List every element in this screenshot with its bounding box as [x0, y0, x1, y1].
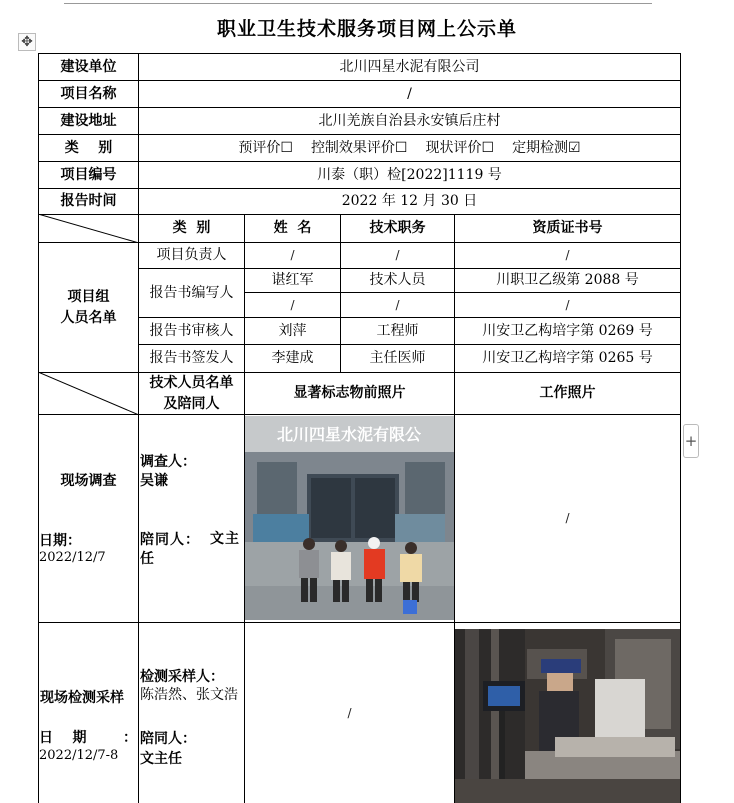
staff-header: 技术人员名单 及陪同人 — [138, 372, 245, 415]
team-row-cert: 川安卫乙构培字第 0269 号 — [454, 317, 681, 345]
photo-corner-cell — [38, 372, 139, 415]
report-date-value: 2022 年 12 月 30 日 — [138, 188, 681, 215]
team-row-name: 李建成 — [244, 344, 341, 373]
survey-date-label: 日期： — [39, 533, 81, 549]
sampler-names: 陈浩然、张文浩 — [140, 687, 238, 703]
team-header-cert: 资质证书号 — [454, 214, 681, 243]
report-date-label: 报告时间 — [38, 188, 139, 215]
address-value: 北川羌族自治县永安镇后庄村 — [138, 107, 681, 135]
top-rule — [64, 3, 652, 4]
type-option-control-eval[interactable]: 控制效果评价☐ — [310, 139, 408, 156]
team-corner-cell — [38, 214, 139, 243]
type-options — [138, 134, 681, 162]
team-row-title: / — [340, 242, 455, 269]
team-row-cert: 川安卫乙构培字第 0265 号 — [454, 344, 681, 373]
team-row-role: 项目负责人 — [138, 242, 245, 269]
investigator-label: 调查人： — [140, 454, 196, 470]
type-option-pre-eval[interactable]: 预评价☐ — [238, 139, 293, 156]
type-option-status-eval[interactable]: 现状评价☐ — [425, 139, 495, 156]
page-title: 职业卫生技术服务项目网上公示单 — [216, 18, 517, 40]
type-option-periodic-test[interactable]: 定期检测☑ — [512, 139, 581, 156]
survey-label: 现场调查 — [60, 473, 117, 489]
work-photo-header: 工作照片 — [454, 372, 681, 415]
team-row-role: 报告书签发人 — [138, 344, 245, 373]
team-group-label: 项目组 人员名单 — [38, 242, 139, 373]
team-row-title: 技术人员 — [340, 268, 455, 293]
type-label: 类 别 — [38, 134, 139, 162]
team-row-name: 谌红军 — [244, 268, 341, 293]
work-photo — [455, 629, 680, 803]
team-row-role: 报告书审核人 — [138, 317, 245, 345]
sampling-label-block — [38, 622, 139, 803]
table-move-handle-icon[interactable]: ✥ — [18, 33, 36, 51]
team-header-name: 姓 名 — [244, 214, 341, 243]
team-header-role: 类 别 — [138, 214, 245, 243]
team-row-name: / — [244, 292, 341, 318]
project-name-label: 项目名称 — [38, 80, 139, 108]
project-no-value: 川泰（职）检[2022]1119 号 — [138, 161, 681, 189]
sampler-label: 检测采样人： — [140, 669, 224, 685]
sampling-label: 现场检测采样 — [40, 690, 124, 706]
survey-staff-block — [138, 414, 245, 623]
survey-companion-label: 陪同人： — [140, 532, 200, 548]
survey-work-photo-cell: / — [454, 414, 681, 623]
team-row-cert: / — [454, 242, 681, 269]
landmark-photo — [245, 416, 454, 620]
team-row-title: / — [340, 292, 455, 318]
team-row-title: 工程师 — [340, 317, 455, 345]
landmark-photo-header: 显著标志物前照片 — [244, 372, 455, 415]
sampling-staff-block — [138, 622, 245, 803]
team-row-cert: 川职卫乙级第 2088 号 — [454, 268, 681, 293]
diagonal-line — [38, 214, 139, 243]
survey-date: 2022/12/7 — [39, 550, 106, 565]
sampling-companion-name: 文主任 — [140, 751, 182, 767]
team-row-name: / — [244, 242, 341, 269]
sampling-date-colon: ： — [123, 730, 137, 746]
unit-value: 北川四星水泥有限公司 — [138, 53, 681, 81]
unit-label: 建设单位 — [38, 53, 139, 81]
project-no-label: 项目编号 — [38, 161, 139, 189]
survey-companion-name: 文主任 — [140, 531, 240, 567]
sampling-companion-label: 陪同人： — [140, 731, 196, 747]
investigator-name: 吴谦 — [140, 473, 168, 489]
diagonal-line — [38, 372, 139, 415]
project-name-value: / — [138, 80, 681, 108]
sampling-date: 2022/12/7-8 — [39, 748, 119, 763]
team-row-role: 报告书编写人 — [138, 268, 245, 318]
team-row-title: 主任医师 — [340, 344, 455, 373]
landmark-sign-text: 北川四星水泥有限公 — [276, 425, 422, 444]
sampling-landmark-cell: / — [244, 622, 455, 803]
survey-label-block — [38, 414, 139, 623]
address-label: 建设地址 — [38, 107, 139, 135]
add-column-handle-icon[interactable]: + — [683, 424, 699, 458]
sampling-date-label: 日 期 — [39, 730, 87, 746]
team-header-title: 技术职务 — [340, 214, 455, 243]
team-row-name: 刘萍 — [244, 317, 341, 345]
team-row-cert: / — [454, 292, 681, 318]
